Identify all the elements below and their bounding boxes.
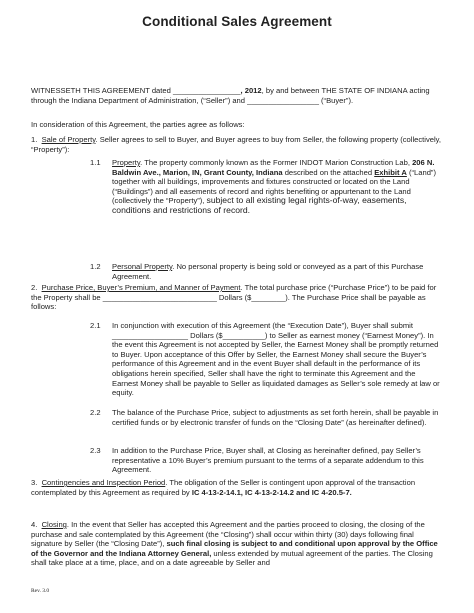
subsection-text: described on the attached <box>282 167 375 177</box>
subsection-number: 2.3 <box>90 446 101 455</box>
intro-text: WITNESSETH THIS AGREEMENT dated <box>31 86 173 95</box>
subsection-2-2: The balance of the Purchase Price, subject to adjustments as set forth herein, shall be payable in certified funds or by electronic transfer of funds on the “Closing Date” (as hereinafter defined). <box>112 408 439 427</box>
document-title: Conditional Sales Agreement <box>142 14 332 29</box>
earnest-amount-blank: __________ <box>222 330 265 340</box>
section-text: . In the event that Seller has accepted this Agreement and the parties proceed to closing, the closing of the purchase and sale contemplated by this Agreement (the “Closing”) shall occur within thirty (30) days following final signature by Seller (the “Closing Date”), <box>31 520 425 549</box>
price-words-blank: ___________________________ <box>102 292 217 302</box>
subsection-number: 2.1 <box>90 321 101 330</box>
subsection-text: Dollars ($ <box>188 330 223 340</box>
consideration-paragraph: In consideration of this Agreement, the parties agree as follows: <box>31 120 245 129</box>
section-heading: Sale of Property <box>41 135 96 144</box>
property-address: 206 N. Baldwin Ave., Marion, IN, Grant County, Indiana <box>112 158 435 177</box>
section-2 <box>31 283 446 312</box>
subsection-1-2 <box>112 262 442 281</box>
statute-reference: IC 4-13-2-14.1, IC 4-13-2-14.2 and IC 4-20.5-7. <box>191 487 352 497</box>
section-text: unless extended by mutual agreement of the parties. The Closing shall take place at a time, place, and on a date agreeable by Seller and <box>31 548 433 568</box>
subsection-heading: Personal Property <box>112 262 173 271</box>
section-text: Dollars ($ <box>216 292 252 302</box>
section-heading: Closing <box>41 520 67 529</box>
section-text: . The total purchase price (“Purchase Price”) to be paid for the Property shall be <box>31 283 437 302</box>
section-text: ). The Purchase Price shall be payable as follows: <box>31 292 426 312</box>
intro-paragraph <box>31 86 446 105</box>
section-3 <box>31 478 446 497</box>
subsection-number: 2.2 <box>90 408 101 417</box>
section-number: 2. <box>31 283 38 292</box>
section-text: . Seller agrees to sell to Buyer, and Buyer agrees to buy from Seller, the following property (collectively, “Property”): <box>31 135 442 154</box>
subject-to-clause: subject to all existing legal rights-of-way, easements, conditions and restrictions of record. <box>112 195 407 215</box>
section-1 <box>31 135 446 154</box>
approval-clause: such final closing is subject to and conditional upon approval by the Office of the Governor and the Indiana Attorney General, <box>31 539 438 558</box>
exhibit-reference: Exhibit A <box>374 167 407 177</box>
subsection-1-1 <box>112 158 442 216</box>
earnest-words-blank: __________________ <box>112 330 189 340</box>
subsection-text: ) to Seller as earnest money (“Earnest Money”). In the event this Agreement is not accepted by Seller, the Earnest Money shall be promptly returned to Buyer. Upon acceptance of this Offer by Seller, the Earnest Money shall secure the Buyer’s performance of this Agreement and in the event Buyer shall default in the performance of its obligations herein specified, Seller shall have the right to terminate this Agreement and the Earnest Money shall be payable to Seller as liquidated damages as Seller’s sole remedy at law or equity. <box>112 330 440 398</box>
buyer-blank: _________________ <box>247 95 319 105</box>
price-amount-blank: ________ <box>251 292 286 302</box>
subsection-2-3: In addition to the Purchase Price, Buyer shall, at Closing as hereinafter defined, pay Seller’s representative a 10% Buyer’s premium pursuant to the terms of a separate addendum to this Agreement. <box>112 446 424 475</box>
subsection-text: . No personal property is being sold or conveyed as a part of this Purchase Agreement. <box>112 262 424 281</box>
intro-text: (“Buyer”). <box>318 95 354 105</box>
section-4 <box>31 520 446 568</box>
intro-text: , by and between THE STATE OF INDIANA acting through the Indiana Department of Administration, (“Seller”) and <box>31 86 430 105</box>
date-blank: ________________ <box>172 86 241 95</box>
subsection-text: . The property commonly known as the Former INDOT Marion Construction Lab, <box>140 158 413 167</box>
subsection-text: (“Land”) together with all buildings, improvements and fixtures constructed or located on the Land (“Buildings”) and all easements of record and rights benefiting or appurtenant to the Land (collectively the “Property”), <box>112 167 436 206</box>
section-number: 1. <box>31 135 38 144</box>
intro-year: , 2012 <box>240 86 262 95</box>
subsection-2-1 <box>112 321 442 398</box>
subsection-heading: Property <box>112 158 141 167</box>
section-text: . The obligation of the Seller is contingent upon approval of the transaction contemplated by this Agreement as required by <box>31 478 416 497</box>
section-heading: Purchase Price, Buyer’s Premium, and Manner of Payment <box>41 283 241 292</box>
subsection-number: 1.2 <box>90 262 101 271</box>
subsection-text: In conjunction with execution of this Agreement (the “Execution Date”), Buyer shall submit <box>112 321 413 330</box>
section-number: 3. <box>31 478 38 487</box>
section-number: 4. <box>31 520 38 529</box>
subsection-number: 1.1 <box>90 158 101 167</box>
revision-footer: Rev. 3.0 <box>31 588 50 594</box>
section-heading: Contingencies and Inspection Period <box>41 478 166 487</box>
